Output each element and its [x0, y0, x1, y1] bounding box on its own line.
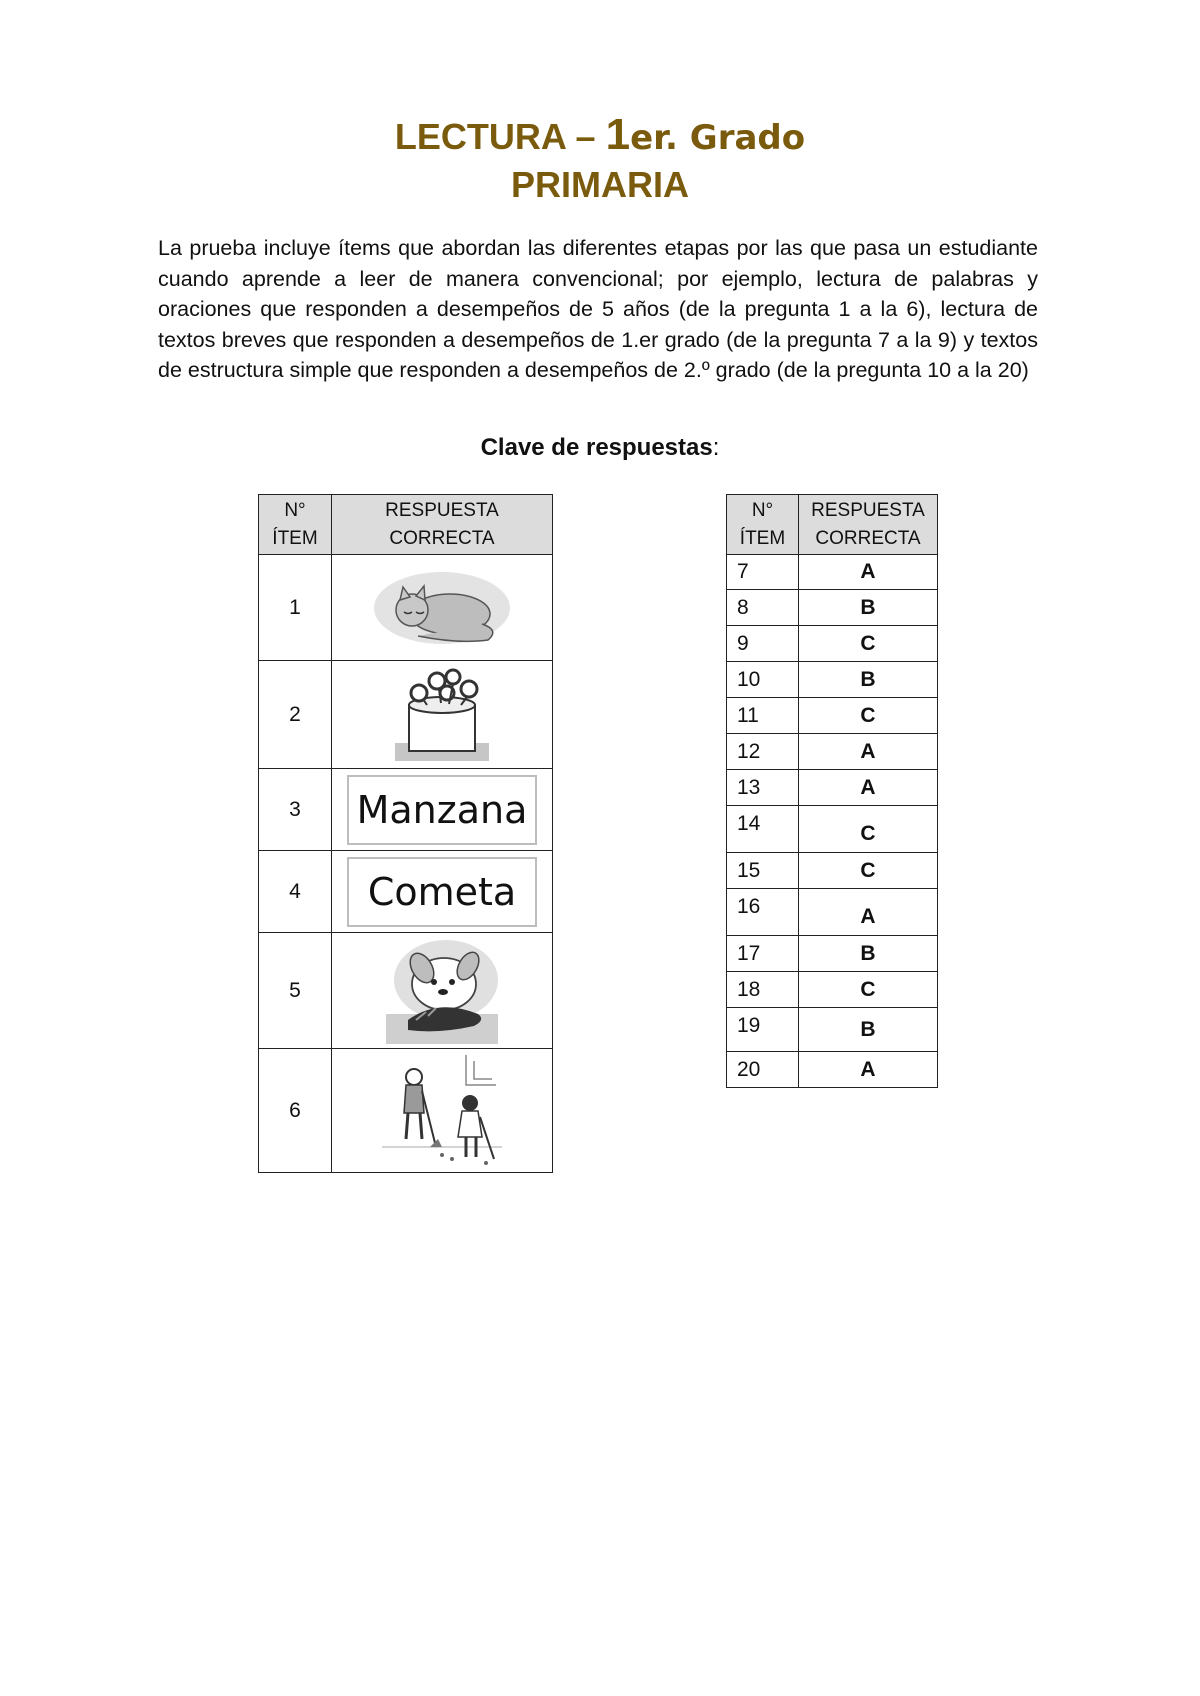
- answer-letter: C: [799, 626, 938, 662]
- item-number: 15: [727, 853, 799, 889]
- answer-letter: B: [799, 590, 938, 626]
- col-answer-line1: RESPUESTA: [385, 499, 499, 521]
- answer-letter: A: [799, 1052, 938, 1088]
- intro-paragraph: La prueba incluye ítems que abordan las diferentes etapas por las que pasa un estudiante cuando aprende a leer de manera convencional; por ejemplo, lectura de palabras y oraciones que responden a desempeños de 5 años (de la pregunta 1 a la 6), lectura de textos breves que responden a desempeños de 1.er grado (de la pregunta 7 a la 9) y textos de estructura simple que responden a desempeños de 2.º grado (de la pregunta 10 a la 20): [158, 236, 1038, 382]
- item-number: 4: [259, 851, 332, 933]
- item-number: 3: [259, 769, 332, 851]
- answer-letter: B: [799, 662, 938, 698]
- children-sweeping-icon: [382, 1051, 502, 1171]
- item-number: 12: [727, 734, 799, 770]
- answer-letter: A: [799, 770, 938, 806]
- table-row: [727, 626, 938, 662]
- item-number: 19: [727, 1008, 799, 1052]
- answer-letter: A: [799, 889, 938, 936]
- answer-letter: A: [799, 734, 938, 770]
- table-row: [727, 1008, 938, 1052]
- answer-letter: B: [799, 936, 938, 972]
- item-number: 9: [727, 626, 799, 662]
- answer-letter: C: [799, 806, 938, 853]
- item-number: 1: [259, 555, 332, 661]
- table-row: [727, 1052, 938, 1088]
- answer-key-label: Clave de respuestas: [480, 434, 713, 461]
- item-number: 5: [259, 933, 332, 1049]
- item-number: 14: [727, 806, 799, 853]
- col-item-line2: ÍTEM: [739, 527, 786, 549]
- item-number: 6: [259, 1049, 332, 1173]
- table-row: [727, 555, 938, 590]
- table-row: [727, 698, 938, 734]
- col-item-line1: N°: [284, 499, 306, 521]
- item-number: 20: [727, 1052, 799, 1088]
- table-row: [259, 769, 553, 851]
- table-row: [259, 661, 553, 769]
- dog-with-shoe-icon: [382, 936, 502, 1046]
- answer-cell: [332, 1049, 553, 1173]
- answer-key-heading: [0, 434, 1200, 462]
- table-row: [727, 972, 938, 1008]
- item-number: 8: [727, 590, 799, 626]
- answer-cell: [332, 661, 553, 769]
- answer-letter: A: [799, 555, 938, 590]
- answer-letter: B: [799, 1008, 938, 1052]
- table-row: [259, 1049, 553, 1173]
- answer-key-table-left: [258, 494, 553, 1173]
- page-subtitle: PRIMARIA: [511, 164, 689, 205]
- page-title: [0, 110, 1200, 160]
- col-answer-line2: CORRECTA: [815, 527, 921, 549]
- table-row: [727, 889, 938, 936]
- answer-letter: C: [799, 698, 938, 734]
- col-header-item: [259, 495, 332, 555]
- col-header-item: [727, 495, 799, 555]
- answer-cell: [332, 851, 553, 933]
- answer-letter: C: [799, 972, 938, 1008]
- answer-letter: C: [799, 853, 938, 889]
- item-number: 13: [727, 770, 799, 806]
- table-row: [727, 590, 938, 626]
- title-suffix: er. Grado: [630, 118, 806, 158]
- sleeping-cat-icon: [372, 570, 512, 646]
- item-number: 16: [727, 889, 799, 936]
- item-number: 11: [727, 698, 799, 734]
- col-item-line2: ÍTEM: [272, 527, 318, 549]
- table-row: [259, 933, 553, 1049]
- item-number: 7: [727, 555, 799, 590]
- word-card: Cometa: [347, 857, 537, 927]
- pot-with-flowers-icon: [387, 667, 497, 763]
- col-header-answer: [799, 495, 938, 555]
- answer-cell: [332, 933, 553, 1049]
- table-row: [727, 853, 938, 889]
- item-number: 18: [727, 972, 799, 1008]
- table-header-row: [259, 495, 553, 555]
- table-header-row: [727, 495, 938, 555]
- table-row: [727, 936, 938, 972]
- table-row: [727, 662, 938, 698]
- col-answer-line2: CORRECTA: [389, 527, 495, 549]
- word-card: Manzana: [347, 775, 537, 845]
- item-number: 2: [259, 661, 332, 769]
- answer-key-colon: :: [712, 434, 720, 461]
- table-row: [727, 806, 938, 853]
- table-row: [259, 555, 553, 661]
- col-item-line1: N°: [751, 499, 774, 521]
- title-prefix: LECTURA –: [394, 116, 606, 157]
- answer-key-table-right: [726, 494, 938, 1088]
- col-answer-line1: RESPUESTA: [811, 499, 925, 521]
- table-row: [727, 770, 938, 806]
- table-row: [259, 851, 553, 933]
- item-number: 17: [727, 936, 799, 972]
- answer-cell: [332, 555, 553, 661]
- col-header-answer: [332, 495, 553, 555]
- title-digit: 1: [605, 110, 631, 159]
- table-row: [727, 734, 938, 770]
- item-number: 10: [727, 662, 799, 698]
- answer-cell: [332, 769, 553, 851]
